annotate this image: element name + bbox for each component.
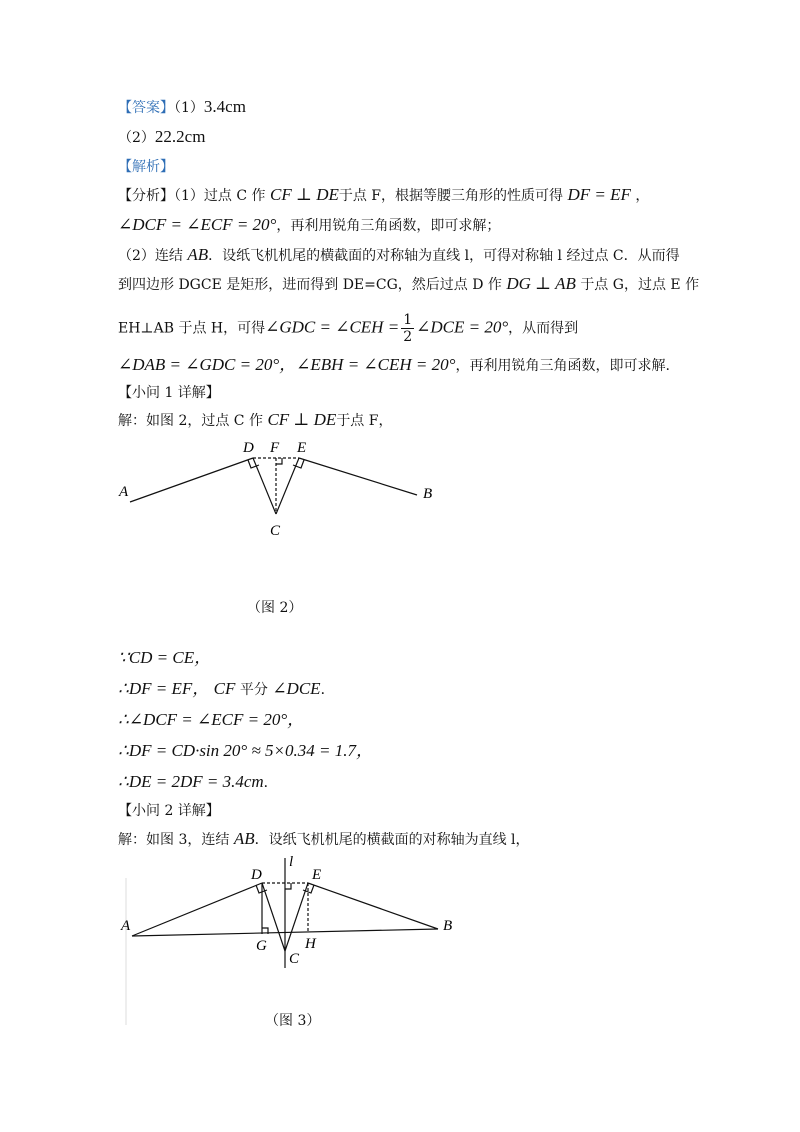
math-expression: ∴DF = EF， [118, 679, 210, 698]
analysis-text: EH⊥AB 于点 H，可得 [118, 320, 266, 337]
fig2-right-angle-E [293, 460, 304, 468]
analysis-text: （1）过点 C 作 [174, 188, 266, 204]
fig3-label-C: C [289, 951, 300, 967]
fig3-label-l: l [289, 854, 294, 870]
analysis-text: 于点 G，过点 E 作 [580, 277, 700, 293]
math-expression: ∠DCE = 20° [416, 317, 509, 337]
math-expression: ∠GDC = ∠CEH = [265, 317, 400, 337]
math-expression: ∠DCE [272, 679, 321, 698]
answer-part1-value: 3.4cm [203, 97, 246, 116]
q1-step-3 [118, 710, 304, 731]
solution-text: 解：如图 2，过点 C 作 [118, 413, 263, 429]
q2-heading [118, 801, 220, 821]
math-expression: AB [187, 245, 209, 264]
analysis-text: 于点 F，根据等腰三角形的性质可得 [338, 188, 564, 204]
answer-part1-number: （1） [174, 100, 204, 116]
analysis-text: ，再利用锐角三角函数，即可求解； [276, 218, 501, 234]
math-expression: ∴DF = CD·sin 20° ≈ 5×0.34 = 1.7， [118, 741, 373, 760]
math-expression: DG ⊥ AB [506, 274, 576, 293]
analysis-text: 到四边形 DGCE 是矩形，进而得到 DE=CG，然后过点 D 作 [118, 277, 502, 293]
solution-text: ． [320, 682, 335, 698]
analysis-text: （2）连结 [118, 248, 183, 264]
solution-text: 解：如图 3，连结 [118, 832, 230, 848]
fig2-label-D: D [243, 440, 254, 456]
fig3-label-A: A [121, 918, 131, 934]
q2-intro [118, 829, 530, 850]
fig3-label-G: G [256, 938, 267, 954]
math-expression: ∠DCF = ∠ECF = 20° [118, 215, 277, 234]
fig3-label-E: E [312, 867, 322, 883]
fig2-segment-AD [130, 458, 253, 502]
fig2-label-B: B [423, 486, 433, 502]
solution-text: 于点 F， [336, 413, 393, 429]
fraction-denominator: 2 [403, 329, 413, 345]
analysis-text: ，从而得到 [508, 320, 579, 337]
fig3-label-B: B [443, 918, 453, 934]
math-expression: ∴∠DCF = ∠ECF = 20°， [118, 710, 305, 729]
fig2-right-angle-F [276, 458, 282, 464]
fig2-label-E: E [297, 440, 307, 456]
fig2-segment-EB [299, 458, 417, 495]
solution-text: 平分 [239, 682, 268, 698]
figure-2-caption: （图 2） [247, 600, 303, 616]
fig2-label-C: C [270, 523, 281, 539]
q1-step-2 [118, 679, 335, 700]
fig3-label-H: H [305, 936, 316, 952]
analysis-text: ，再利用锐角三角函数，即可求解. [455, 358, 670, 374]
math-expression: ∠DAB = ∠GDC = 20°，∠EBH = ∠CEH = 20° [118, 355, 456, 374]
q2-tag: 【小问 2 详解】 [118, 803, 220, 819]
q1-tag: 【小问 1 详解】 [118, 385, 220, 401]
q1-step-5 [118, 772, 278, 793]
analysis-line-1: 【分析】（1）过点 C 作 CF ⊥ DE于点 F，根据等腰三角形的性质可得 DF = EF ， [118, 185, 650, 204]
math-expression: DF = EF [567, 185, 631, 204]
answer-tag: 【答案】 [118, 100, 174, 116]
answer-part2-number: （2） [118, 130, 155, 146]
analysis-text: ．设纸飞机机尾的横截面的对称轴为直线 l，可得对称轴 l 经过点 C．从而得 [208, 248, 680, 264]
fraction-numerator: 1 [403, 312, 413, 328]
math-expression: CF [213, 679, 236, 698]
q1-step-4 [118, 741, 373, 762]
math-expression: ∵CD = CE， [118, 648, 212, 667]
math-expression: AB [233, 829, 255, 848]
solution-text: ．设纸飞机机尾的横截面的对称轴为直线 l， [254, 832, 530, 848]
solution-text: ． [263, 775, 278, 791]
math-expression: ∴DE = 2DF = 3.4cm [118, 772, 264, 791]
analysis-tag: 【解析】 [118, 159, 174, 175]
fig2-label-F: F [270, 440, 280, 456]
fig2-label-A: A [119, 484, 129, 500]
figure-3-caption: （图 3） [265, 1013, 321, 1029]
fenxi-tag: 【分析】 [118, 188, 174, 204]
fig3-label-D: D [251, 867, 262, 883]
q1-step-1 [118, 648, 211, 669]
fig2-right-angle-D [248, 460, 259, 468]
math-expression: CF ⊥ DE [267, 410, 337, 429]
answer-part2-value: 22.2cm [154, 127, 206, 146]
math-expression: CF ⊥ DE [269, 185, 339, 204]
